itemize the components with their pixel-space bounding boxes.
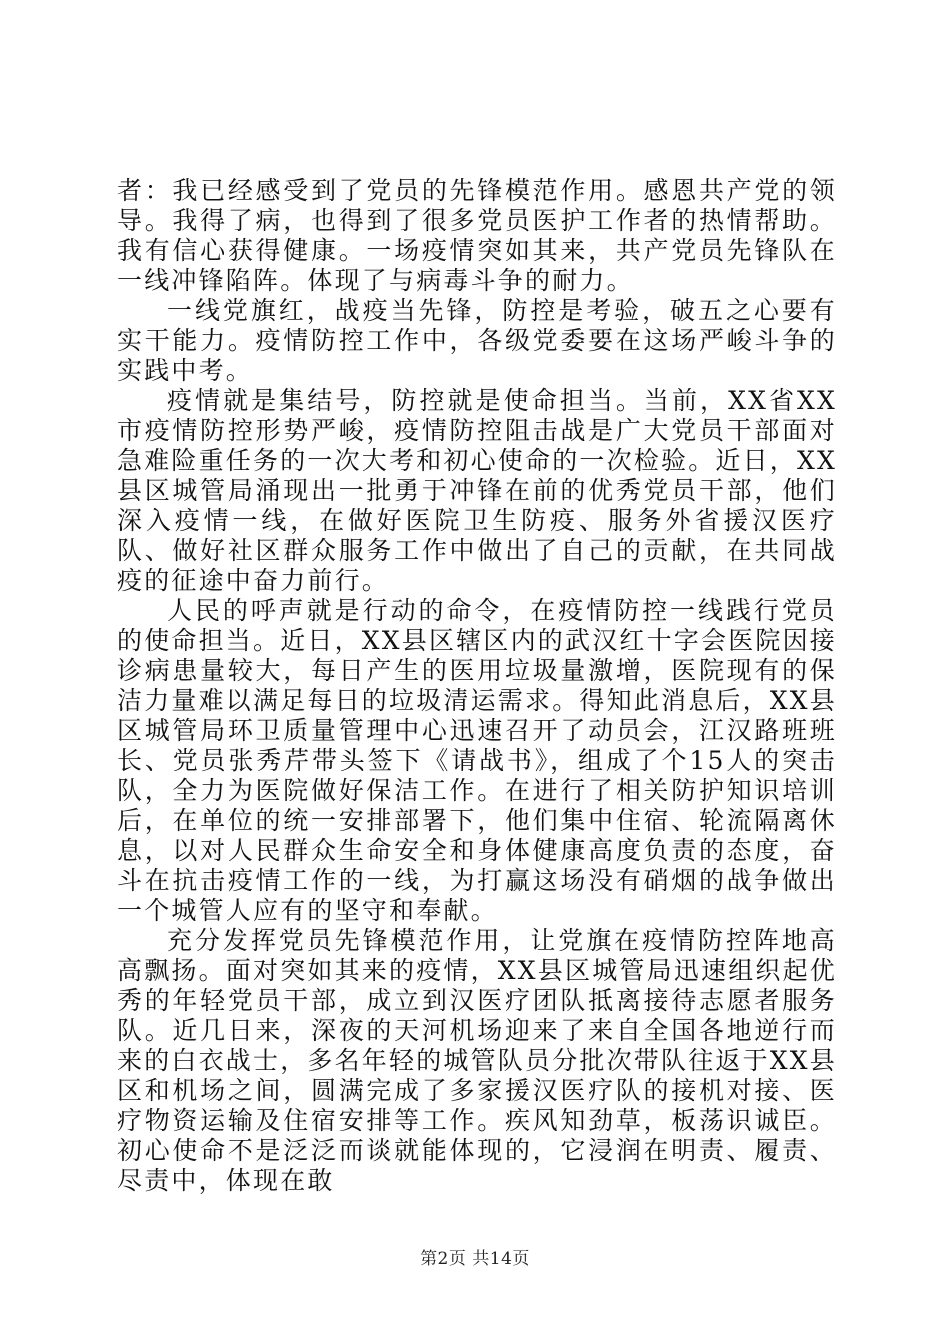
paragraph-5: 充分发挥党员先锋模范作用，让党旗在疫情防控阵地高高飘扬。面对突如其来的疫情，XX县区城管局迅速组织起优秀的年轻党员干部，成立到汉医疗团队抵离接待志愿者服务队。近几日来，深夜的天河机场迎来了来自全国各地逆行而来的白衣战士，多名年轻的城管队员分批次带队往返于XX县区和机场之间，圆满完成了多家援汉医疗队的接机对接、医疗物资运输及住宿安排等工作。疾风知劲草，板荡识诚臣。初心使命不是泛泛而谈就能体现的，它浸润在明责、履责、尽责中，体现在敢 <box>117 926 837 1195</box>
document-body <box>117 176 837 1196</box>
paragraph-1: 者：我已经感受到了党员的先锋模范作用。感恩共产党的领导。我得了病，也得到了很多党员医护工作者的热情帮助。我有信心获得健康。一场疫情突如其来，共产党员先锋队在一线冲锋陷阵。体现了与病毒斗争的耐力。 <box>117 176 837 295</box>
paragraph-2: 一线党旗红，战疫当先锋，防控是考验，破五之心要有实干能力。疫情防控工作中，各级党委要在这场严峻斗争的实践中考。 <box>117 296 837 385</box>
page-footer: 第2页 共14页 <box>420 1249 530 1269</box>
paragraph-3: 疫情就是集结号，防控就是使命担当。当前，XX省XX市疫情防控形势严峻，疫情防控阻击战是广大党员干部面对急难险重任务的一次大考和初心使命的一次检验。近日，XX县区城管局涌现出一批勇于冲锋在前的优秀党员干部，他们深入疫情一线，在做好医院卫生防疫、服务外省援汉医疗队、做好社区群众服务工作中做出了自己的贡献，在共同战疫的征途中奋力前行。 <box>117 386 837 595</box>
paragraph-4: 人民的呼声就是行动的命令，在疫情防控一线践行党员的使命担当。近日，XX县区辖区内的武汉红十字会医院因接诊病患量较大，每日产生的医用垃圾量激增，医院现有的保洁力量难以满足每日的垃圾清运需求。得知此消息后，XX县区城管局环卫质量管理中心迅速召开了动员会，江汉路班班长、党员张秀芹带头签下《请战书》，组成了个15人的突击队，全力为医院做好保洁工作。在进行了相关防护知识培训后，在单位的统一安排部署下，他们集中住宿、轮流隔离休息，以对人民群众生命安全和身体健康高度负责的态度，奋斗在抗击疫情工作的一线，为打赢这场没有硝烟的战争做出一个城管人应有的坚守和奉献。 <box>117 596 837 925</box>
